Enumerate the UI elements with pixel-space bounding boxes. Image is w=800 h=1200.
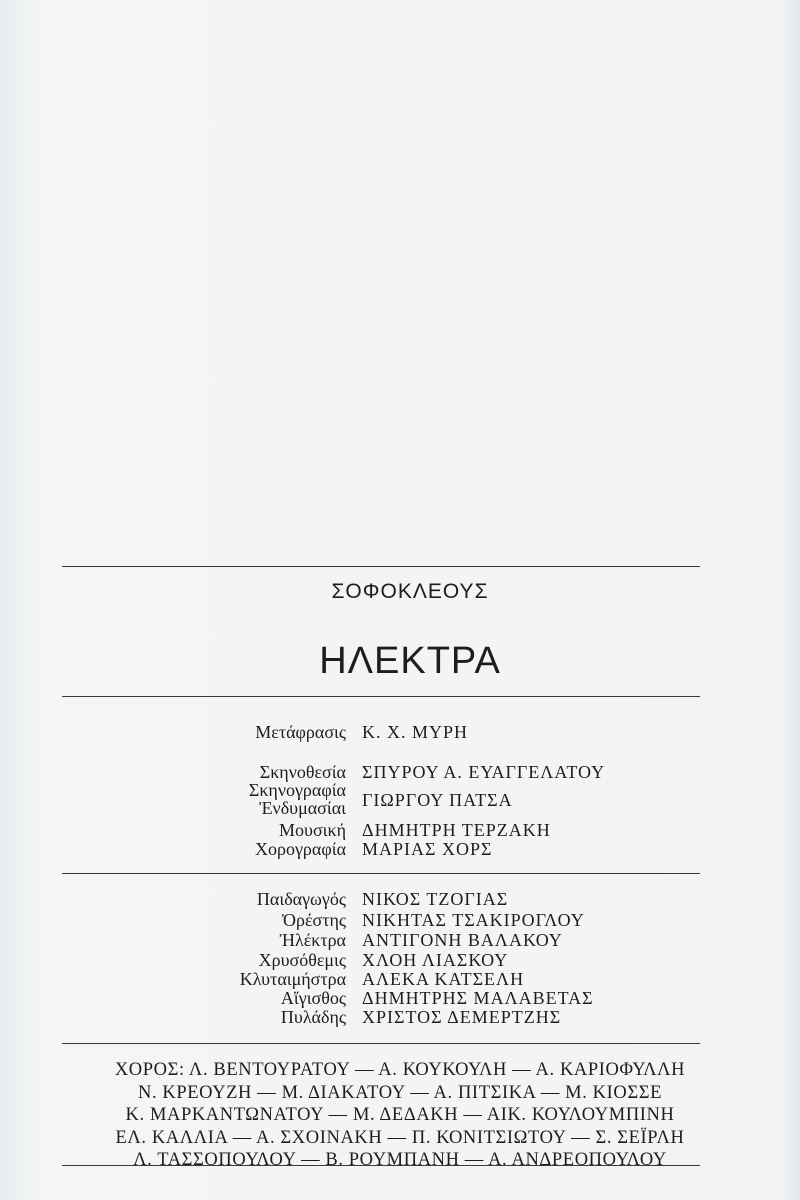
credits-rule <box>62 873 700 874</box>
credit-name: ΣΠΥΡΟΥ Α. ΕΥΑΓΓΕΛΑΤΟΥ <box>362 762 606 782</box>
character-name: Πυλάδης <box>280 1007 346 1027</box>
chorus-line: Κ. ΜΑΡΚΑΝΤΩΝΑΤΟΥ — Μ. ΔΕΔΑΚΗ — ΑΙΚ. ΚΟΥΛΟΥΜΠΙΝΗ <box>125 1105 675 1125</box>
play-title: ΗΛΕΚΤΡΑ <box>319 640 501 682</box>
actor-name: ΑΝΤΙΓΟΝΗ ΒΑΛΑΚΟΥ <box>362 930 563 950</box>
actor-name: ΔΗΜΗΤΡΗΣ ΜΑΛΑΒΕΤΑΣ <box>362 988 594 1008</box>
credit-role: Μετάφρασις <box>255 722 346 742</box>
bottom-rule <box>62 1165 700 1166</box>
actor-name: ΧΛΟΗ ΛΙΑΣΚΟΥ <box>362 950 509 970</box>
cast-row <box>0 1007 800 1029</box>
actor-name: ΝΙΚΟΣ ΤΖΟΓΙΑΣ <box>362 889 509 909</box>
credit-name: ΔΗΜΗΤΡΗ ΤΕΡΖΑΚΗ <box>362 820 551 840</box>
credit-name: Κ. Χ. ΜΥΡΗ <box>362 722 469 742</box>
credit-role: Σκηνογραφία <box>248 780 346 800</box>
credit-name: ΓΙΩΡΓΟΥ ΠΑΤΣΑ <box>362 790 513 810</box>
character-name: Αἴγισθος <box>280 988 346 1008</box>
actor-name: ΝΙΚΗΤΑΣ ΤΣΑΚΙΡΟΓΛΟΥ <box>362 910 585 930</box>
credit-row <box>0 722 800 744</box>
credit-role: Χορογραφία <box>254 839 346 859</box>
title-rule <box>62 696 700 697</box>
character-name: Ὀρέστης <box>281 910 346 930</box>
character-name: Κλυταιμήστρα <box>239 969 346 989</box>
actor-name: ΑΛΕΚΑ ΚΑΤΣΕΛΗ <box>362 969 525 989</box>
chorus-line: Λ. ΤΑΣΣΟΠΟΥΛΟΥ — Β. ΡΟΥΜΠΑΝΗ — Α. ΑΝΔΡΕΟΠΟΥΛΟΥ <box>133 1150 667 1170</box>
cast-row <box>0 930 800 952</box>
cast-row <box>0 910 800 932</box>
top-rule <box>62 566 700 567</box>
cast-rule <box>62 1043 700 1044</box>
credit-role: Ἐνδυμασίαι <box>259 798 346 818</box>
author-heading: ΣΟΦΟΚΛΕΟΥΣ <box>331 580 489 603</box>
character-name: Παιδαγωγός <box>256 889 346 909</box>
character-name: Ἠλέκτρα <box>279 930 346 950</box>
credit-name: ΜΑΡΙΑΣ ΧΟΡΣ <box>362 839 493 859</box>
chorus-line: ΕΛ. ΚΑΛΛΙΑ — Α. ΣΧΟΙΝΑΚΗ — Π. ΚΟΝΙΤΣΙΩΤΟΥ — Σ. ΣΕΪΡΛΗ <box>115 1127 685 1148</box>
credit-role: Μουσική <box>279 820 346 840</box>
character-name: Χρυσόθεμις <box>258 950 346 970</box>
cast-row <box>0 889 800 911</box>
chorus-line: Ν. ΚΡΕΟΥΖΗ — Μ. ΔΙΑΚΑΤΟΥ — Α. ΠΙΤΣΙΚΑ — Μ. ΚΙΟΣΣΕ <box>138 1082 662 1103</box>
actor-name: ΧΡΙΣΤΟΣ ΔΕΜΕΡΤΖΗΣ <box>362 1007 562 1027</box>
chorus-line: ΧΟΡΟΣ: Λ. ΒΕΝΤΟΥΡΑΤΟΥ — Α. ΚΟΥΚΟΥΛΗ — Α. ΚΑΡΙΟΦΥΛΛΗ <box>114 1060 686 1080</box>
credit-row <box>0 839 800 861</box>
chorus-list <box>0 1059 800 1172</box>
credit-role: Σκηνοθεσία <box>259 762 346 782</box>
